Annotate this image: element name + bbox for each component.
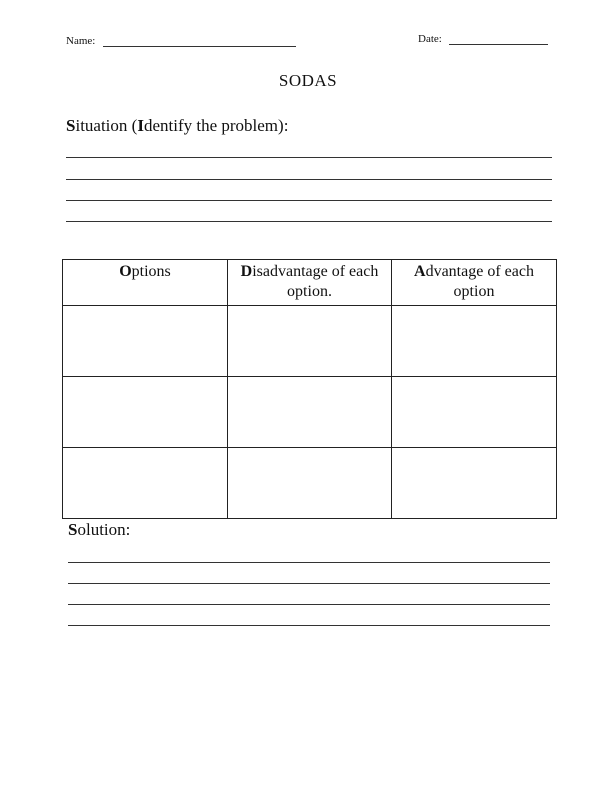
advantage-cell[interactable] <box>392 448 557 519</box>
table-row <box>63 306 557 377</box>
advantage-cell[interactable] <box>392 306 557 377</box>
situation-line[interactable] <box>66 221 552 222</box>
table-row <box>63 377 557 448</box>
situation-line[interactable] <box>66 200 552 201</box>
date-line[interactable] <box>449 44 548 45</box>
disadvantage-header: Disadvantage of each option. <box>228 260 392 306</box>
situation-second-letter: I <box>137 116 144 135</box>
options-header: Options <box>63 260 228 306</box>
solution-line[interactable] <box>68 583 550 584</box>
table-row <box>63 448 557 519</box>
situation-first-letter: S <box>66 116 76 135</box>
option-cell[interactable] <box>63 448 228 519</box>
solution-heading <box>68 520 130 540</box>
disadvantage-cell[interactable] <box>228 306 392 377</box>
solution-line[interactable] <box>68 604 550 605</box>
situation-line[interactable] <box>66 179 552 180</box>
advantage-cell[interactable] <box>392 377 557 448</box>
situation-text-part1: ituation ( <box>75 116 138 135</box>
option-cell[interactable] <box>63 306 228 377</box>
sodas-table <box>62 259 557 519</box>
solution-text: olution: <box>77 520 131 539</box>
date-label: Date: <box>418 33 442 45</box>
name-label: Name: <box>66 35 96 47</box>
option-cell[interactable] <box>63 377 228 448</box>
situation-line[interactable] <box>66 157 552 158</box>
page-title: SODAS <box>278 71 338 90</box>
table-header-row <box>63 260 557 306</box>
solution-first-letter: S <box>68 520 78 539</box>
situation-heading <box>66 116 288 136</box>
advantage-header: Advantage of each option <box>392 260 557 306</box>
name-line[interactable] <box>103 46 296 47</box>
situation-text-part2: dentify the problem): <box>143 116 289 135</box>
solution-line[interactable] <box>68 562 550 563</box>
disadvantage-cell[interactable] <box>228 448 392 519</box>
disadvantage-cell[interactable] <box>228 377 392 448</box>
solution-line[interactable] <box>68 625 550 626</box>
